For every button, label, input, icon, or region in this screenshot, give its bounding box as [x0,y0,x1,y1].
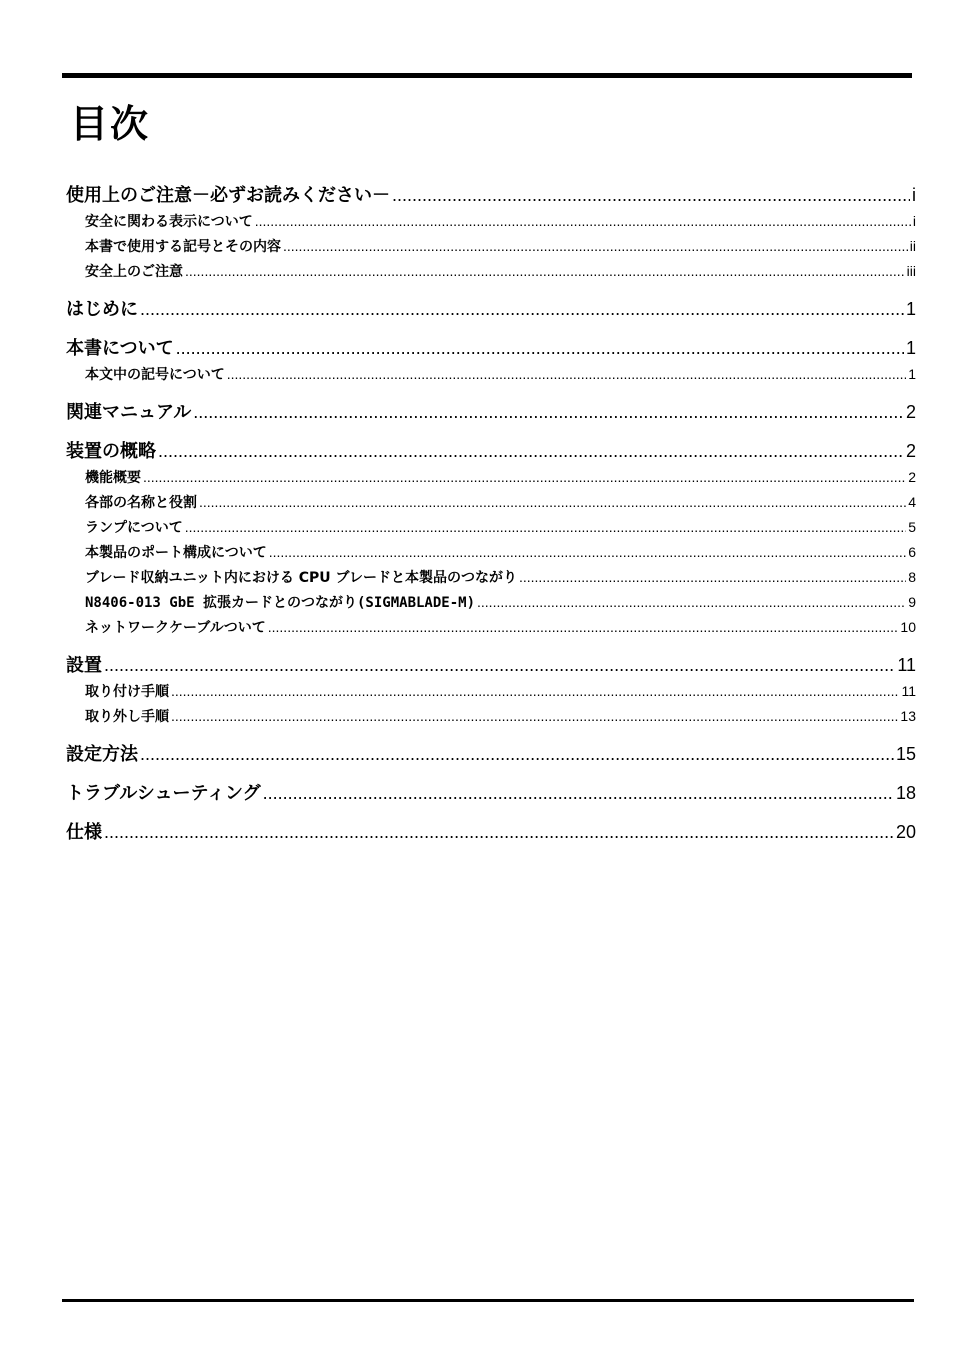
toc-leader-dots [193,399,904,426]
toc-entry[interactable] [66,741,916,768]
toc-entry-page: ii [909,238,916,254]
toc-entry[interactable] [66,465,916,490]
toc-leader-dots [268,615,899,640]
toc-entry-label: 安全上のご注意 [85,264,183,280]
toc-entry-label: 設定方法 [66,744,138,765]
toc-leader-dots [269,540,906,565]
toc-entry-page: 4 [908,494,916,510]
toc-leader-dots [104,652,895,679]
toc-entry-page: 1 [905,299,916,319]
toc-entry[interactable] [66,182,916,209]
toc-entry-label: 取り付け手順 [85,684,169,700]
toc-entry[interactable] [66,438,916,465]
toc-leader-dots [140,741,894,768]
toc-entry-page: 2 [905,402,916,422]
toc-entry-page: iii [906,263,916,279]
toc-entry[interactable] [66,362,916,387]
toc-entry-label: 機能概要 [85,470,141,486]
toc-entry[interactable] [66,590,916,615]
toc-entry-label: 本書について [66,338,174,359]
toc-entry[interactable] [66,399,916,426]
toc-entry-label: 本製品のポート構成について [85,545,267,561]
toc-entry[interactable] [66,296,916,323]
toc-leader-dots [519,565,906,590]
toc-leader-dots [176,335,904,362]
toc-entry-page: 11 [897,655,916,675]
toc-leader-dots [477,590,906,615]
toc-leader-dots [158,438,904,465]
toc-entry-page: 2 [905,441,916,461]
toc-entry[interactable] [66,234,916,259]
toc-entry-label: ブレード収納ユニット内における CPU ブレードと本製品のつながり [85,570,517,586]
toc-entry-page: 6 [908,544,916,560]
toc-entry-page: 2 [908,469,916,485]
toc-leader-dots [143,465,906,490]
toc-entry[interactable] [66,209,916,234]
toc-entry-page: 5 [908,519,916,535]
toc-entry[interactable] [66,490,916,515]
toc-leader-dots [227,362,906,387]
toc-entry-page: 11 [901,683,916,699]
toc-entry[interactable] [66,615,916,640]
toc-entry[interactable] [66,819,916,846]
toc-leader-dots [185,259,905,284]
toc-entry[interactable] [66,780,916,807]
toc-entry[interactable] [66,540,916,565]
toc-entry-label: 本書で使用する記号とその内容 [85,239,281,255]
toc-entry-page: 1 [905,338,916,358]
toc-entry-label: 仕様 [66,822,102,843]
toc-entry-page: i [912,213,916,229]
toc-entry-label: N8406-013 GbE 拡張カードとのつながり(SIGMABLADE-M) [85,595,476,611]
toc-entry[interactable] [66,515,916,540]
toc-leader-dots [185,515,906,540]
toc-entry-label: 取り外し手順 [85,709,169,725]
toc-entry-label: 装置の概略 [66,441,156,462]
toc-entry-label: 安全に関わる表示について [85,214,253,230]
toc-entry[interactable] [66,565,916,590]
toc-entry-page: 1 [908,366,916,382]
toc-entry[interactable] [66,679,916,704]
toc-entry-label: 本文中の記号について [85,367,225,383]
toc-leader-dots [171,704,898,729]
toc-leader-dots [283,234,908,259]
table-of-contents [66,182,916,846]
toc-entry-page: 15 [895,744,916,764]
toc-entry[interactable] [66,704,916,729]
toc-entry[interactable] [66,652,916,679]
toc-entry-label: 関連マニュアル [66,402,192,423]
toc-entry-page: 13 [900,708,916,724]
toc-entry[interactable] [66,259,916,284]
toc-leader-dots [140,296,904,323]
toc-entry-label: 使用上のご注意－必ずお読みください－ [66,185,390,206]
toc-leader-dots [392,182,910,209]
toc-entry-label: 各部の名称と役割 [85,495,197,511]
toc-entry-label: 設置 [66,655,102,676]
toc-entry-page: 10 [900,619,916,635]
toc-leader-dots [104,819,894,846]
toc-entry-label: ネットワークケーブルついて [85,620,266,636]
toc-leader-dots [199,490,906,515]
toc-entry-page: 18 [895,783,916,803]
toc-leader-dots [263,780,894,807]
toc-entry-page: 8 [908,569,916,585]
toc-entry-page: 9 [908,594,916,610]
toc-leader-dots [171,679,899,704]
bottom-rule [62,1299,914,1302]
toc-leader-dots [255,209,911,234]
toc-entry-label: トラブルシューティング [66,783,261,804]
toc-entry-page: 20 [895,822,916,842]
toc-entry[interactable] [66,335,916,362]
toc-entry-page: i [912,185,916,205]
top-rule [62,73,912,78]
toc-entry-label: はじめに [66,299,138,320]
page-title: 目次 [70,102,151,146]
toc-entry-label: ランプについて [85,520,183,536]
